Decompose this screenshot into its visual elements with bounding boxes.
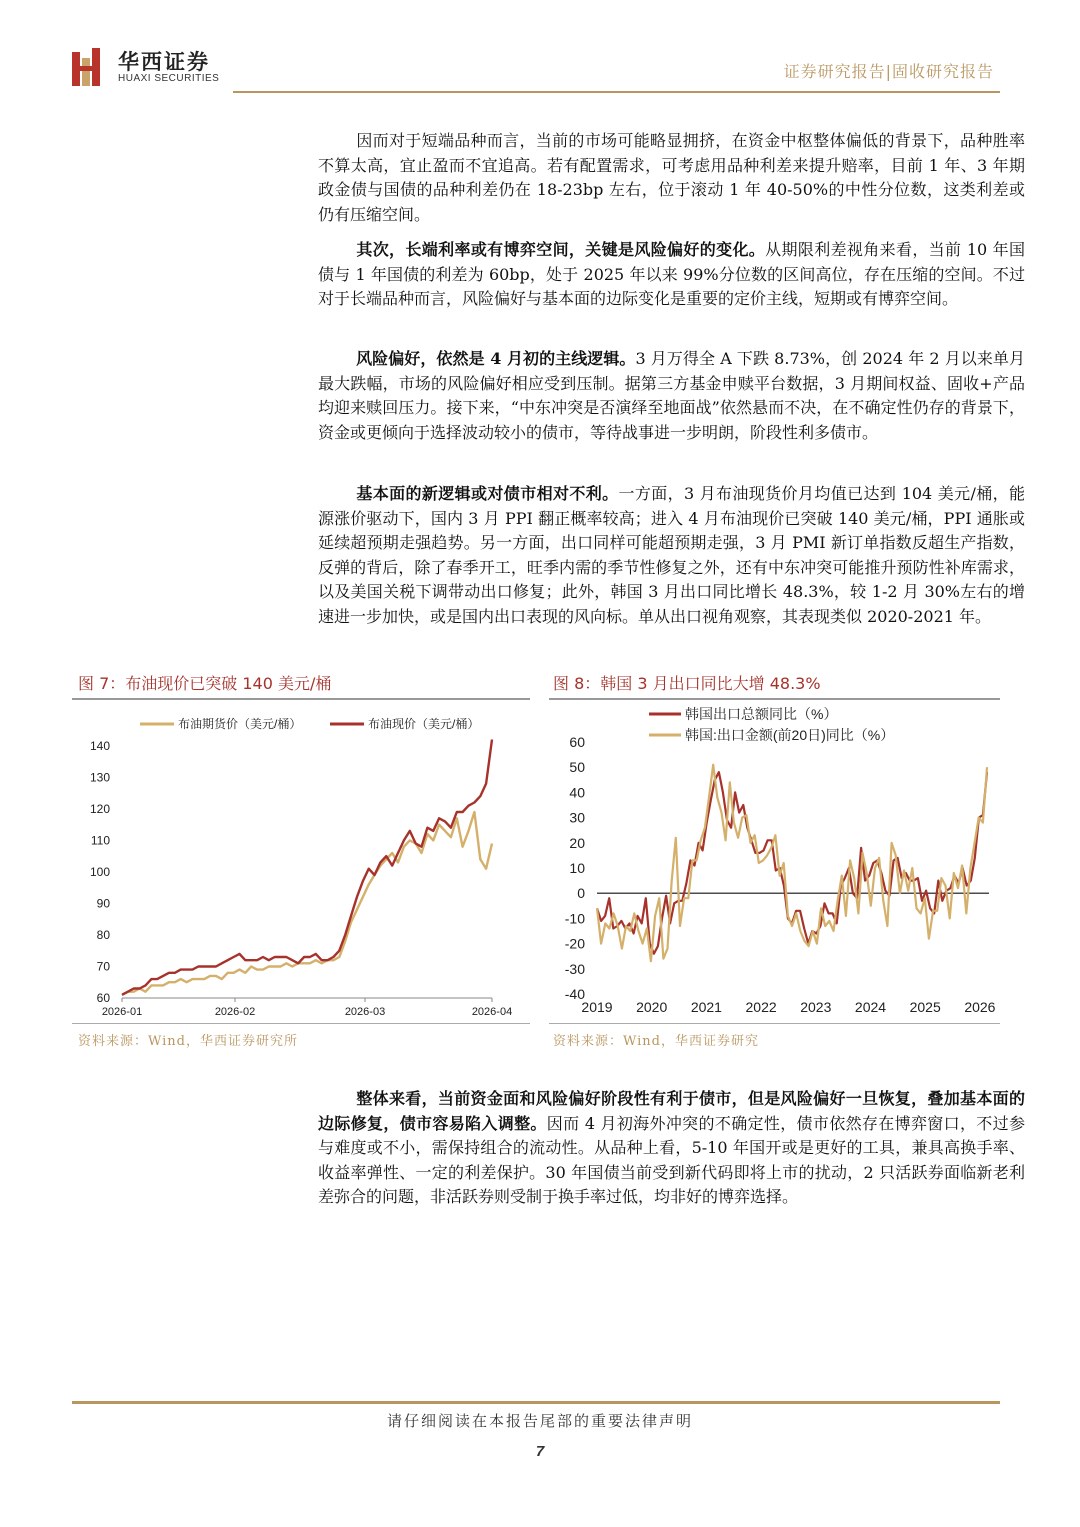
y-tick-label: -40 xyxy=(564,986,585,1002)
figure8-chart xyxy=(549,702,1000,1022)
y-tick-label: 120 xyxy=(89,801,110,816)
y-tick-label: -10 xyxy=(564,910,585,927)
legend-label: 韩国:出口金额(前20日)同比（%） xyxy=(685,727,895,743)
paragraph-body: 因而 4 月初海外冲突的不确定性，债市依然存在博弈窗口，不过参与难度或不小，需保持组合的流动性。从品种上看，5-10 年国开或是更好的工具，兼具高换手率、收益率弹性、一定的利差保护。30 年国债当前受到新代码即将上市的扰动，2 只活跃券面临新老利差弥合的问题，非活跃券则受制于换手率过低，均非好的博弈选择。 xyxy=(318,1113,1025,1206)
y-tick-label: 60 xyxy=(96,991,110,1005)
x-tick-label: 2025 xyxy=(909,999,941,1015)
paragraph-fundamentals xyxy=(318,482,1025,629)
y-tick-label: 60 xyxy=(569,734,585,750)
x-tick-label: 2024 xyxy=(854,999,887,1015)
paragraph-lead: 风险偏好，依然是 4 月初的主线逻辑。 xyxy=(356,349,636,368)
figure7-source: 资料来源：Wind，华西证券研究所 xyxy=(78,1034,298,1049)
figure7-bottom-rule xyxy=(72,1023,530,1024)
y-tick-label: 140 xyxy=(89,738,110,753)
series-line xyxy=(122,740,492,995)
paragraph-lead: 其次，长端利率或有博弈空间，关键是风险偏好的变化。 xyxy=(356,240,766,259)
x-tick-label: 2021 xyxy=(690,999,722,1015)
paragraph-lead: 整体来看，当前资金面和风险偏好阶段性有利于债市，但是风险偏好一旦恢复，叠加基本面的边际修复，债市容易陷入调整。 xyxy=(318,1089,1025,1133)
x-tick-label: 2019 xyxy=(581,999,613,1015)
x-tick-label: 2026-04 xyxy=(471,1006,513,1018)
y-tick-label: 70 xyxy=(96,959,110,974)
legend-label: 韩国出口总额同比（%） xyxy=(685,706,838,722)
x-tick-label: 2022 xyxy=(745,999,777,1015)
series-line xyxy=(597,765,987,962)
y-tick-label: 30 xyxy=(569,809,585,826)
paragraph-body: 一方面，3 月布油现货价月均值已达到 104 美元/桶，能源涨价驱动下，国内 3 月 PPI 翻正概率较高；进入 4 月布油现价已突破 140 美元/桶，PPI 通胀或延续超预期走强趋势。另一方面，出口同样可能超预期走强，3 月 PMI 新订单指数反超生产指数，反弹的背后，除了春季开工，旺季内需的季节性修复之外，还有中东冲突可能推升预防性补库需求，以及美国关税下调带动出口修复；此外，韩国 3 月出口同比增长 48.3%，较 1-2 月 30%左右的增速进一步加快，或是国内出口表现的风向标。单从出口视角观察，其表现类似 2020-2021 年。 xyxy=(318,484,1025,626)
paragraph-risk-appetite xyxy=(318,347,1025,445)
y-tick-label: 10 xyxy=(569,860,585,876)
figure8-source: 资料来源：Wind，华西证券研究 xyxy=(553,1034,759,1049)
x-tick-label: 2026 xyxy=(964,999,996,1015)
legend-label: 布油期货价（美元/桶） xyxy=(178,717,302,731)
y-tick-label: -20 xyxy=(564,935,585,952)
figure8-bottom-rule xyxy=(549,1023,1000,1024)
figure8-top-rule xyxy=(549,698,1000,700)
footer-divider xyxy=(72,1401,1000,1404)
y-tick-label: 20 xyxy=(569,834,585,851)
y-tick-label: 80 xyxy=(96,927,110,942)
y-tick-label: 130 xyxy=(89,770,110,785)
logo-chinese-name: 华西证券 xyxy=(118,50,210,74)
paragraph-conclusion xyxy=(318,1087,1025,1210)
legend-label: 布油现价（美元/桶） xyxy=(368,717,480,731)
paragraph-body: 在资金中枢整体偏低的背景下，品种胜率不算太高，宜止盈而不宜追高。若有配置需求，可考虑用品种利差来提升赔率，目前 1 年、3 年期政金债与国债的品种利差仍在 18-23bp 左右，位于滚动 1 年 40-50%的中性分位数，这类利差或仍有压缩空间。 xyxy=(318,131,1025,224)
y-tick-label: 100 xyxy=(89,864,110,879)
y-tick-label: 110 xyxy=(90,833,110,848)
paragraph-body: 从期限利差视角来看，当前 10 年国债与 1 年国债的利差为 60bp，处于 2025 年以来 99%分位数的区间高位，存在压缩的空间。不过对于长端品种而言，风险偏好与基本面的边际变化是重要的定价主线，短期或有博弈空间。 xyxy=(318,240,1025,308)
y-tick-label: 90 xyxy=(96,896,110,911)
y-tick-label: 0 xyxy=(577,885,585,902)
page-header xyxy=(0,0,1080,100)
header-divider xyxy=(233,91,1000,93)
y-tick-label: 50 xyxy=(569,759,585,776)
x-tick-label: 2026-02 xyxy=(214,1006,256,1018)
paragraph-short-end xyxy=(318,129,1025,227)
figure8-title: 图 8：韩国 3 月出口同比大增 48.3% xyxy=(553,674,821,693)
y-tick-label: -30 xyxy=(564,960,585,977)
figure7-top-rule xyxy=(72,698,530,700)
x-tick-label: 2026-01 xyxy=(101,1006,143,1018)
x-tick-label: 2023 xyxy=(800,999,832,1015)
huaxi-logo-icon xyxy=(72,48,108,86)
paragraph-long-end xyxy=(318,238,1025,312)
report-type-label: 证券研究报告|固收研究报告 xyxy=(783,62,994,81)
logo-english-name: HUAXI SECURITIES xyxy=(118,73,220,84)
paragraph-body: 3 月万得全 A 下跌 8.73%，创 2024 年 2 月以来单月最大跌幅，市场的风险偏好相应受到压制。据第三方基金申赎平台数据，3 月期间权益、固收+产品均迎来赎回压力。接下来，“中东冲突是否演绎至地面战”依然悬而不决，在不确定性仍存的背景下，资金或更倾向于选择波动较小的债市，等待战事进一步明朗，阶段性利多债市。 xyxy=(318,349,1025,442)
x-tick-label: 2020 xyxy=(636,999,668,1015)
legal-notice: 请仔细阅读在本报告尾部的重要法律声明 xyxy=(386,1412,693,1430)
series-line xyxy=(122,812,492,995)
y-tick-label: 40 xyxy=(569,784,585,801)
figure7-chart xyxy=(72,702,530,1022)
figure7-title: 图 7：布油现价已突破 140 美元/桶 xyxy=(78,674,332,693)
paragraph-lead: 基本面的新逻辑或对债市相对不利。 xyxy=(356,484,619,503)
x-tick-label: 2026-03 xyxy=(344,1006,386,1018)
page-number: 7 xyxy=(535,1443,545,1460)
paragraph-lead: 因而对于短端品种而言，当前的市场可能略显拥挤， xyxy=(356,131,732,150)
